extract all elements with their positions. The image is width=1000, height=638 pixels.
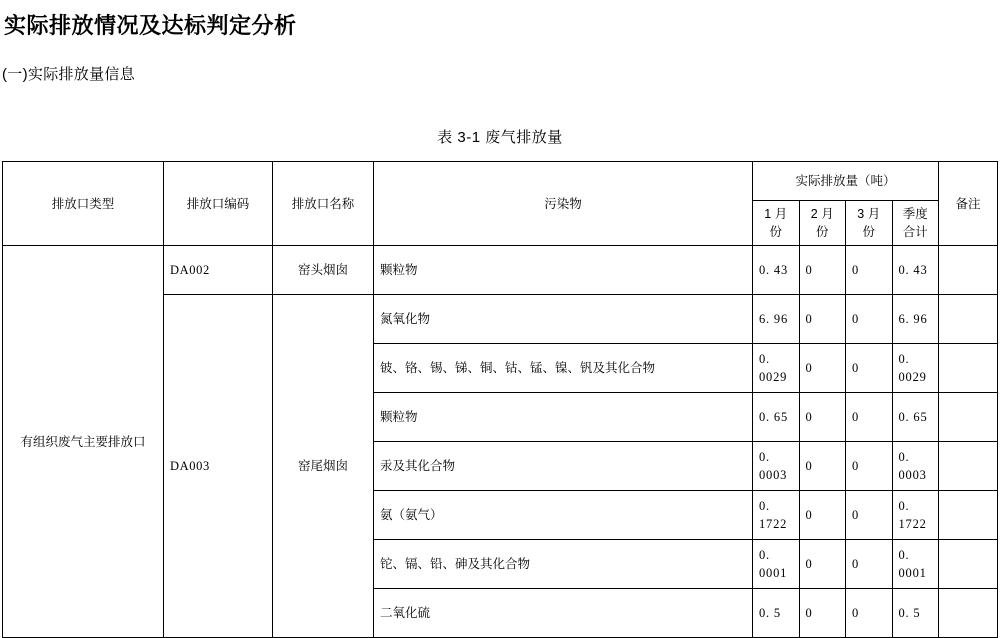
- cell-quarter-total: 0. 65: [892, 393, 939, 442]
- table-header-row-1: [3, 162, 998, 201]
- cell-month-2: 0: [799, 344, 846, 393]
- cell-pollutant: 汞及其化合物: [374, 442, 753, 491]
- cell-pollutant: 颗粒物: [374, 246, 753, 295]
- cell-month-3: 0: [846, 442, 893, 491]
- cell-month-1: 6. 96: [753, 295, 800, 344]
- cell-quarter-total: 0. 0029: [892, 344, 939, 393]
- cell-month-2: 0: [799, 295, 846, 344]
- cell-pollutant: 铊、镉、铅、砷及其化合物: [374, 540, 753, 589]
- header-actual-emissions-group: 实际排放量（吨）: [753, 162, 939, 201]
- cell-month-3: 0: [846, 589, 893, 638]
- header-outlet-type: 排放口类型: [3, 162, 164, 246]
- cell-month-3: 0: [846, 295, 893, 344]
- cell-remark: [939, 491, 998, 540]
- cell-remark: [939, 344, 998, 393]
- cell-quarter-total: 0. 0003: [892, 442, 939, 491]
- cell-outlet-name: 窑尾烟囱: [273, 295, 374, 638]
- cell-month-1: 0. 5: [753, 589, 800, 638]
- cell-month-3: 0: [846, 491, 893, 540]
- cell-month-1: 0. 0001: [753, 540, 800, 589]
- header-month-2: 2 月份: [799, 201, 846, 246]
- cell-remark: [939, 540, 998, 589]
- cell-month-2: 0: [799, 442, 846, 491]
- cell-pollutant: 铍、铬、锡、锑、铜、钴、锰、镍、钒及其化合物: [374, 344, 753, 393]
- cell-remark: [939, 442, 998, 491]
- cell-remark: [939, 295, 998, 344]
- header-month-1: 1 月份: [753, 201, 800, 246]
- header-outlet-code: 排放口编码: [164, 162, 273, 246]
- cell-month-2: 0: [799, 393, 846, 442]
- cell-pollutant: 氨（氨气）: [374, 491, 753, 540]
- table-caption: 表 3-1 废气排放量: [437, 129, 563, 146]
- cell-month-1: 0. 0029: [753, 344, 800, 393]
- document-page: [0, 10, 1000, 620]
- header-remark: 备注: [939, 162, 998, 246]
- cell-pollutant: 氮氧化物: [374, 295, 753, 344]
- cell-remark: [939, 393, 998, 442]
- cell-month-2: 0: [799, 540, 846, 589]
- cell-remark: [939, 589, 998, 638]
- cell-month-1: 0. 65: [753, 393, 800, 442]
- header-pollutant: 污染物: [374, 162, 753, 246]
- cell-remark: [939, 246, 998, 295]
- cell-pollutant: 颗粒物: [374, 393, 753, 442]
- page-title: 实际排放情况及达标判定分析: [4, 13, 297, 38]
- cell-outlet-code: DA002: [164, 246, 273, 295]
- section-heading: (一)实际排放量信息: [2, 66, 135, 83]
- header-outlet-name: 排放口名称: [273, 162, 374, 246]
- cell-quarter-total: 6. 96: [892, 295, 939, 344]
- cell-month-3: 0: [846, 540, 893, 589]
- cell-month-3: 0: [846, 246, 893, 295]
- cell-month-2: 0: [799, 589, 846, 638]
- cell-quarter-total: 0. 43: [892, 246, 939, 295]
- cell-pollutant: 二氧化硫: [374, 589, 753, 638]
- cell-month-2: 0: [799, 491, 846, 540]
- cell-month-1: 0. 1722: [753, 491, 800, 540]
- table-body: [3, 246, 998, 638]
- cell-month-1: 0. 43: [753, 246, 800, 295]
- cell-month-1: 0. 0003: [753, 442, 800, 491]
- cell-quarter-total: 0. 5: [892, 589, 939, 638]
- cell-quarter-total: 0. 1722: [892, 491, 939, 540]
- cell-outlet-code: DA003: [164, 295, 273, 638]
- cell-outlet-name: 窑头烟囱: [273, 246, 374, 295]
- cell-month-2: 0: [799, 246, 846, 295]
- cell-month-3: 0: [846, 393, 893, 442]
- emissions-table: [2, 161, 998, 638]
- table-row: [3, 246, 998, 295]
- cell-quarter-total: 0. 0001: [892, 540, 939, 589]
- header-month-3: 3 月份: [846, 201, 893, 246]
- table-header: [3, 162, 998, 246]
- header-quarter-total: 季度合计: [892, 201, 939, 246]
- cell-outlet-type-group: 有组织废气主要排放口: [3, 246, 164, 638]
- cell-month-3: 0: [846, 344, 893, 393]
